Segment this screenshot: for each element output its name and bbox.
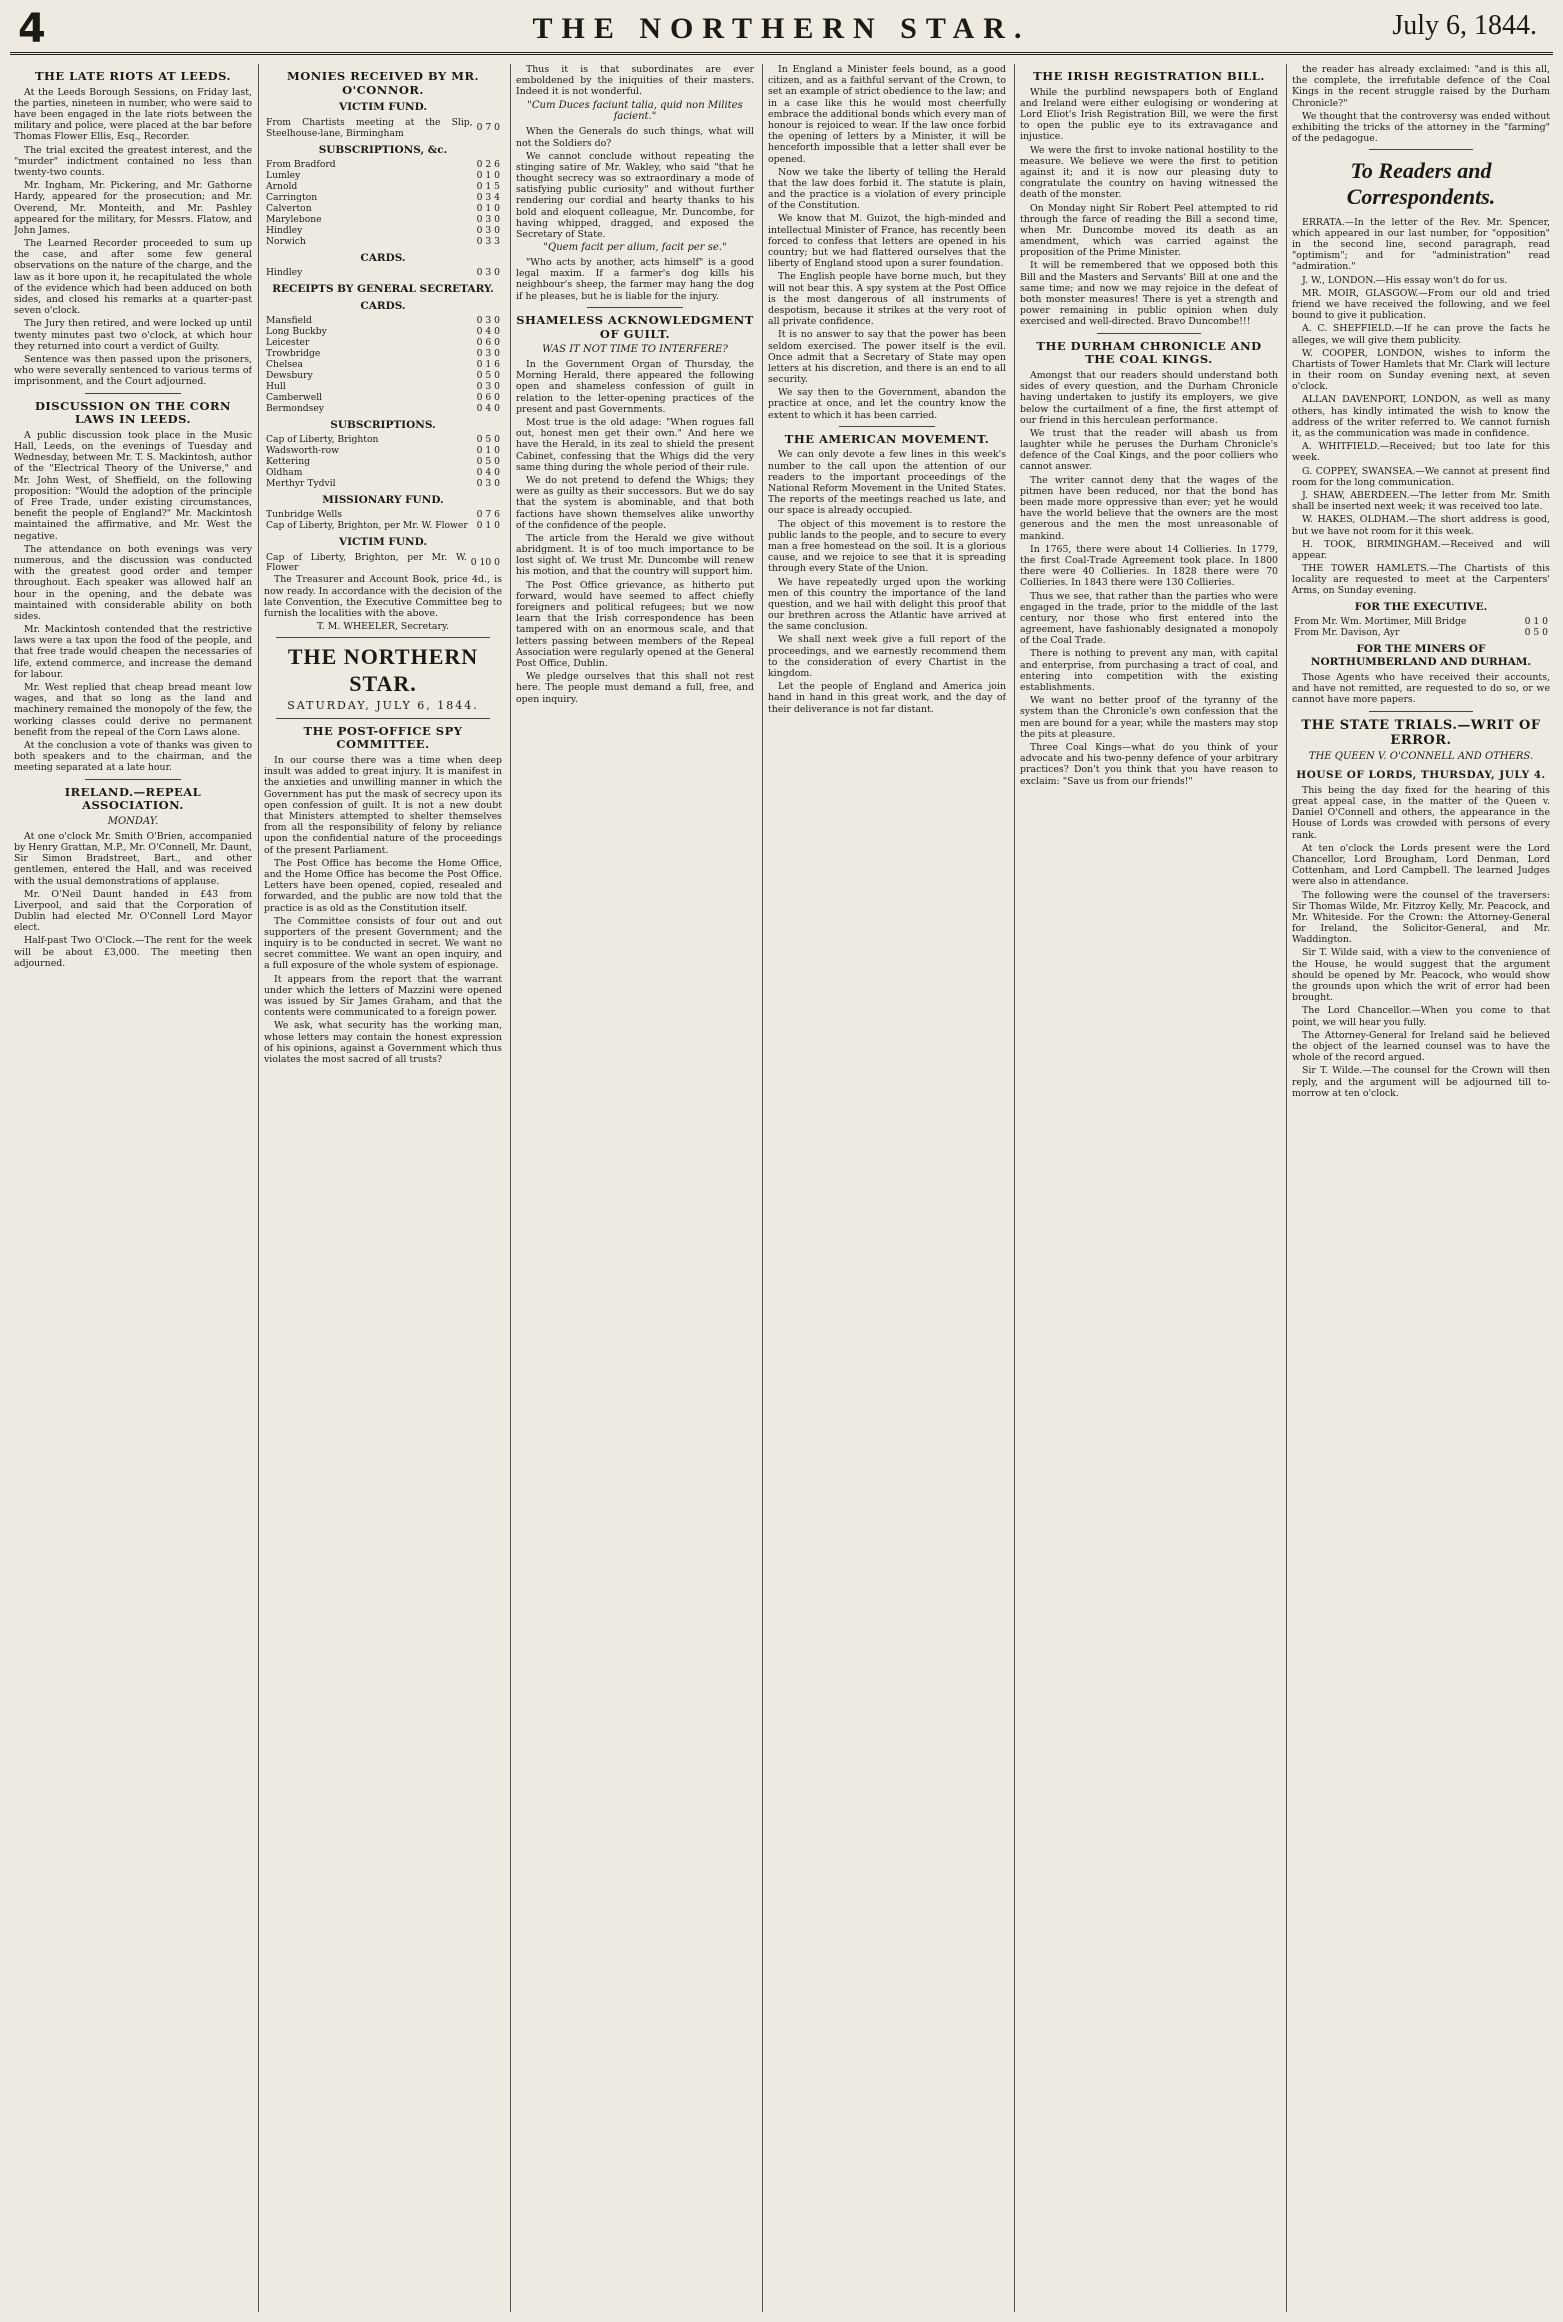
article-paragraph: The article from the Herald we give without abridgment. It is of too much importance to be lost sight of. We trust Mr. Duncombe will renew his motion, and that the country will support him.	[516, 532, 754, 578]
money-item: Hindley	[266, 224, 303, 236]
article-paragraph: Now we take the liberty of telling the Herald that the law does forbid it. The statute is plain, and the practice is a violation of every principle of the Constitution.	[768, 166, 1006, 212]
missionary-table	[264, 510, 502, 532]
article-heading: THE POST-OFFICE SPY COMMITTEE.	[303, 723, 463, 752]
money-item: From Bradford	[266, 159, 336, 171]
article-paragraph: When the Generals do such things, what will not the Soldiers do?	[516, 126, 754, 149]
money-amount: 0 5 0	[1524, 627, 1548, 639]
money-row	[264, 237, 502, 248]
divider	[1369, 711, 1472, 712]
correspondent-note: A. WHITFIELD.—Received; but too late for this week.	[1292, 441, 1550, 464]
money-item: Tunbridge Wells	[266, 509, 343, 521]
latin-quote: "Cum Duces faciunt talia, quid non Milites facient."	[527, 99, 743, 123]
article-paragraph: Sentence was then passed upon the prisoners, who were severally sentenced to various terms of imprisonment, and the Court adjourned.	[14, 353, 252, 388]
article-paragraph: Sir T. Wilde.—The counsel for the Crown will then reply, and the argument will be adjourned till to-morrow at ten o'clock.	[1292, 1065, 1550, 1099]
money-amount: 0 7 6	[476, 509, 500, 521]
article-paragraph: Mr. West replied that cheap bread meant low wages, and that so long as the land and machinery remained the monopoly of the few, the working classes could derive no permanent benefit from the repeal of the Corn Laws alone.	[14, 682, 252, 738]
article-heading: THE STATE TRIALS.—WRIT OF ERROR.	[1301, 717, 1541, 749]
article-heading: MONIES RECEIVED BY MR. O'CONNOR.	[286, 69, 480, 97]
article-paragraph: In 1765, there were about 14 Collieries. In 1779, the first Coal-Trade Agreement took place. In 1800 there were 40 Collieries. In 1828 there were 70 Collieries. In 1843 there were 130 Collieries.	[1020, 543, 1278, 589]
fund-heading: VICTIM FUND.	[338, 101, 427, 114]
money-amount: 0 3 0	[476, 347, 500, 359]
article-paragraph: Three Coal Kings—what do you think of your advocate and his two-penny defence of your arbitrary practices? Don't you think that you have reason to exclaim: "Save us from our friends!"	[1020, 741, 1278, 787]
fund-heading: VICTIM FUND.	[338, 536, 427, 549]
column-rule	[510, 64, 511, 2312]
money-item: Long Buckby	[266, 326, 327, 338]
latin-quote: "Quem facit per alium, facit per se."	[543, 242, 727, 254]
divider	[85, 779, 180, 780]
divider	[839, 426, 934, 427]
article-paragraph: Most true is the old adage: "When rogues fall out, honest men get their own." And here we have the Herald, in its zeal to shield the present Cabinet, confessing that the Whigs did the very same thing during the whole period of their rule.	[516, 417, 754, 473]
article-paragraph: This being the day fixed for the hearing of this great appeal case, in the matter of the Queen v. Daniel O'Connell and others, the appearance in the House of Lords was crowded with persons of every rank.	[1292, 784, 1550, 841]
money-item: Cap of Liberty, Brighton, per Mr. W. Flower	[266, 551, 467, 574]
money-item: Dewsbury	[266, 369, 313, 381]
money-row	[1292, 628, 1550, 639]
money-item: Carrington	[266, 192, 318, 203]
correspondent-note: W. HAKES, OLDHAM.—The short address is good, but we have not room for it this week.	[1292, 514, 1550, 537]
article-heading: DISCUSSION ON THE CORN LAWS IN LEEDS.	[34, 398, 232, 427]
notice-paragraph: The Treasurer and Account Book, price 4d., is now ready. In accordance with the decision of the late Convention, the Executive Committee beg to furnish the localities with the above.	[264, 574, 502, 619]
money-amount: 0 3 0	[476, 224, 500, 236]
article-paragraph: the reader has already exclaimed: "and is this all, the complete, the irrefutable defence of the Coal Kings in the recent struggle raised by the Durham Chronicle?"	[1292, 64, 1550, 109]
article-paragraph: We know that M. Guizot, the high-minded and intellectual Minister of France, has recently been forced to confess that letters are opened in his country; but we had flattered ourselves that the liberty of England stood upon a surer foundation.	[768, 213, 1006, 270]
money-row	[264, 404, 502, 415]
correspondent-note: W. COOPER, LONDON, wishes to inform the Chartists of Tower Hamlets that Mr. Clark will lecture in their room on Sunday evening next, at seven o'clock.	[1292, 347, 1550, 393]
money-item: Merthyr Tydvil	[266, 477, 336, 489]
article-paragraph: The following were the counsel of the traversers: Sir Thomas Wilde, Mr. Fitzroy Kelly, Mr. Peacock, and Mr. Whiteside. For the Crown: the Attorney-General for Ireland, the Solicitor-General, and Mr. Waddington.	[1292, 889, 1550, 946]
money-amount: 0 1 0	[1524, 616, 1548, 628]
article-paragraph: "Who acts by another, acts himself" is a good legal maxim. If a farmer's dog kills his neighbour's sheep, the farmer may hang the dog if he pleases, but he is liable for the injury.	[516, 257, 754, 302]
money-row	[264, 479, 502, 490]
article-paragraph: Thus we see, that rather than the parties who were engaged in the trade, prior to the middle of the last century, nor those who first entered into the agreement, have fashionably designated a monopoly of the Coal Trade.	[1020, 590, 1278, 647]
article-paragraph: At the conclusion a vote of thanks was given to both speakers and to the chairman, and the meeting separated at a late hour.	[14, 739, 252, 774]
article-paragraph: We were the first to invoke national hostility to the measure. We believe we were the first to petition against it; and it is now our pleasing duty to congratulate the country on having witnessed the death of the monster.	[1020, 144, 1278, 201]
article-subheading: THE QUEEN V. O'CONNELL AND OTHERS.	[1308, 751, 1534, 763]
secretary-signature: T. M. WHEELER, Secretary.	[316, 621, 450, 633]
column-1	[14, 64, 252, 2314]
fund-heading: FOR THE EXECUTIVE.	[1354, 600, 1488, 613]
article-paragraph: On Monday night Sir Robert Peel attempted to rid through the farce of reading the Bill a second time, when Mr. Duncombe moved its death as an amendment, which was carried against the proposition of the Prime Minister.	[1020, 202, 1278, 259]
article-paragraph: We ask, what security has the working man, whose letters may contain the honest expression of his opinions, against a Government which thus violates the most sacred of all trusts?	[264, 1020, 502, 1065]
article-paragraph: The attendance on both evenings was very numerous, and the discussion was conducted with the greatest good order and temper throughout. Each speaker was allowed half an hour in the opening, and the debate was maintained with considerable ability on both sides.	[14, 543, 252, 622]
money-item: Cap of Liberty, Brighton	[266, 434, 379, 445]
money-row	[264, 521, 502, 532]
article-paragraph: Mr. Mackintosh contended that the restrictive laws were a tax upon the food of the people, and that free trade would cheapen the necessaries of life, extend commerce, and increase the demand for labour.	[14, 624, 252, 680]
money-amount: 0 3 3	[476, 235, 500, 247]
money-amount: 0 5 0	[476, 434, 500, 445]
money-item: Mansfield	[266, 315, 312, 327]
article-paragraph: The object of this movement is to restore the public lands to the people, and to secure to every man a free homestead on the soil. It is a glorious cause, and we rejoice to see that it is spreading through every State of the Union.	[768, 518, 1006, 575]
column-rule	[1014, 64, 1015, 2312]
money-amount: 0 1 0	[476, 444, 500, 456]
correspondent-note: MR. MOIR, GLASGOW.—From our old and tried friend we have received the following, and we feel bound to give it publication.	[1292, 287, 1550, 322]
money-amount: 0 1 0	[476, 202, 500, 214]
article-paragraph: We pledge ourselves that this shall not rest here. The people must demand a full, free, and open inquiry.	[516, 671, 754, 705]
correspondents-heading: To Readers and Correspondents.	[1346, 158, 1496, 210]
editorial-nameplate: THE NORTHERN STAR.	[287, 644, 479, 696]
article-paragraph: We can only devote a few lines in this week's number to the call upon the attention of our readers to the important proceedings of the National Reform Movement in the United States. The reports of the meetings reached us late, and our space is already occupied.	[768, 449, 1006, 517]
money-amount: 0 5 0	[476, 455, 500, 467]
correspondent-note: ERRATA.—In the letter of the Rev. Mr. Spencer, which appeared in our last number, for "opposition" in the second line, second paragraph, read "optimism"; and for "administration" read "admiration."	[1292, 216, 1550, 273]
money-row	[264, 268, 502, 279]
editorial-date: SATURDAY, JULY 6, 1844.	[287, 698, 479, 712]
article-paragraph: We thought that the controversy was ended without exhibiting the tricks of the attorney in the "farming" of the pedagogue.	[1292, 110, 1550, 145]
column-rule	[762, 64, 763, 2312]
article-paragraph: The Jury then retired, and were locked up until twenty minutes past two o'clock, at which hour they returned into court a verdict of Guilty.	[14, 318, 252, 352]
money-amount: 0 4 0	[476, 402, 500, 414]
article-paragraph: The Attorney-General for Ireland said he believed the object of the learned counsel was to have the whole of the record argued.	[1292, 1029, 1550, 1064]
money-amount: 0 6 0	[476, 391, 500, 403]
article-paragraph: Mr. Ingham, Mr. Pickering, and Mr. Gathorne Hardy, appeared for the prosecution; and Mr. Overend, Mr. Monteith, and Mr. Pashley appeared for the military, for Messrs. Flatow, and John James.	[14, 180, 252, 236]
divider	[1369, 149, 1472, 150]
money-row	[264, 171, 502, 182]
fund-heading: SUBSCRIPTIONS, &c.	[318, 143, 448, 156]
column-rule	[258, 64, 259, 2312]
fund-heading: FOR THE MINERS OF NORTHUMBERLAND AND DURHAM.	[1310, 643, 1532, 668]
article-subheading: WAS IT NOT TIME TO INTERFERE?	[542, 344, 728, 356]
correspondent-note: J. W., LONDON.—His essay won't do for us.	[1302, 274, 1508, 286]
article-paragraph: We cannot conclude without repeating the stinging satire of Mr. Wakley, who said "that he thought secrecy was so extraordinary a mode of satisfying public curiosity" and without further rendering our cordial and hearty thanks to his bold and eloquent colleague, Mr. Duncombe, for having whipped, dragged, and exposed the Secretary of State.	[516, 150, 754, 241]
money-item: Leicester	[266, 336, 310, 348]
article-paragraph: Thus it is that subordinates are ever emboldened by the iniquities of their masters. Indeed it is not wonderful.	[516, 64, 754, 98]
article-paragraph: In the Government Organ of Thursday, the Morning Herald, there appeared the following open and shameless confession of guilt in relation to the letter-opening practices of the present and past Governments.	[516, 359, 754, 415]
article-heading: THE IRISH REGISTRATION BILL.	[1033, 69, 1265, 83]
divider	[587, 307, 682, 308]
article-paragraph: The Post Office grievance, as hitherto put forward, would have seemed to affect chiefly foreigners and political refugees; but we now learn that the Irish correspondence has been tampered with on an enormous scale, and that letters passing between members of the Repeal Association were regularly opened at the General Post Office, Dublin.	[516, 579, 754, 669]
article-paragraph: Sir T. Wilde said, with a view to the convenience of the House, he would suggest that the argument should be opened by Mr. Peacock, who would show the grounds upon which the writ of error had been brought.	[1292, 947, 1550, 1004]
article-paragraph: The Committee consists of four out and out supporters of the present Government; and the inquiry is to be conducted in secret. We want no secret committee. We want an open inquiry, and a full exposure of the whole system of espionage.	[264, 915, 502, 972]
article-paragraph: We shall next week give a full report of the proceedings, and we earnestly recommend them to the consideration of every Chartist in the kingdom.	[768, 634, 1006, 680]
money-item: Wadsworth-row	[266, 444, 340, 456]
money-row	[264, 118, 502, 140]
article-paragraph: Half-past Two O'Clock.—The rent for the week will be about £3,000. The meeting then adjourned.	[14, 935, 252, 969]
page-number: 4	[18, 6, 46, 52]
column-4	[768, 64, 1006, 2314]
article-paragraph: Let the people of England and America join hand in hand in this great work, and the day of their deliverance is not far distant.	[768, 681, 1006, 715]
money-amount: 0 4 0	[476, 466, 500, 478]
money-item: Oldham	[266, 466, 303, 478]
column-2	[264, 64, 502, 2314]
article-paragraph: It will be remembered that we opposed both this Bill and the Masters and Servants' Bill at one and the same time; and now we may rejoice in the defeat of both monster measures! There is yet a strength and power remaining in public opinion when duly exercised and well-directed. Bravo Duncombe!!!	[1020, 260, 1278, 328]
money-item: From Chartists meeting at the Slip, Steelhouse-lane, Birmingham	[266, 116, 473, 139]
money-amount: 0 3 4	[476, 192, 500, 203]
money-amount: 0 7 0	[476, 122, 500, 134]
article-paragraph: The writer cannot deny that the wages of the pitmen have been reduced, nor that the bond has been made more oppressive than ever; yet he would have the world believe that the owners are the most generous and the men the most unreasonable of mankind.	[1020, 474, 1278, 542]
article-paragraph: The Learned Recorder proceeded to sum up the case, and after some few general observations on the nature of the charge, and the law as it bore upon it, he recapitulated the whole of the evidence which had been adduced on both sides, and closed his remarks at a quarter-past seven o'clock.	[14, 238, 252, 317]
money-item: From Mr. Davison, Ayr	[1294, 627, 1400, 639]
money-item: Kettering	[266, 455, 311, 467]
correspondent-note: H. TOOK, BIRMINGHAM.—Received and will appear.	[1292, 538, 1550, 561]
money-amount: 0 3 0	[476, 477, 500, 489]
masthead-title: THE NORTHERN STAR.	[532, 12, 1031, 45]
article-paragraph: Mr. O'Neil Daunt handed in £43 from Liverpool, and said that the Corporation of Dublin had elected Mr. O'Connell Lord Mayor elect.	[14, 888, 252, 934]
money-item: Bermondsey	[266, 402, 324, 414]
money-item: Cap of Liberty, Brighton, per Mr. W. Flower	[266, 520, 468, 532]
article-paragraph: The English people have borne much, but they will not bear this. A spy system at the Post Office is the most dangerous of all instruments of despotism, because it strikes at the very root of all private confidence.	[768, 271, 1006, 328]
article-subheading: HOUSE OF LORDS, THURSDAY, JULY 4.	[1296, 769, 1546, 782]
article-paragraph: It is no answer to say that the power has been seldom exercised. The power itself is the evil. Once admit that a Secretary of State may open letters at his discretion, and there is an end to all security.	[768, 329, 1006, 386]
article-paragraph: We say then to the Government, abandon the practice at once, and let the country know the extent to which it has been carried.	[768, 387, 1006, 421]
money-amount: 0 1 6	[476, 358, 500, 370]
correspondent-note: ALLAN DAVENPORT, LONDON, as well as many others, has kindly intimated the wish to know the address of the writer referred to. We cannot furnish it, as the communication was made in confidence.	[1292, 394, 1550, 440]
fund-subheading: CARDS.	[360, 299, 406, 312]
fund-heading: MISSIONARY FUND.	[322, 493, 444, 506]
money-amount: 0 1 0	[476, 520, 500, 532]
victim-fund-table	[264, 118, 502, 140]
article-paragraph: The Lord Chancellor.—When you come to that point, we will hear you fully.	[1292, 1005, 1550, 1028]
money-amount: 0 6 0	[476, 336, 500, 348]
money-row	[264, 553, 502, 575]
article-paragraph: Amongst that our readers should understand both sides of every question, and the Durham Chronicle having undertaken to justify its employers, we give below the curtailment of a fine, the first attempt of our friend in this herculean performance.	[1020, 369, 1278, 426]
article-heading: THE AMERICAN MOVEMENT.	[784, 431, 990, 446]
money-row	[264, 393, 502, 404]
money-item: Hull	[266, 380, 286, 392]
article-paragraph: We trust that the reader will abash us from laughter while he peruses the Durham Chronicle's defence of the Coal Kings, and the poor colliers who cannot answer.	[1020, 427, 1278, 473]
money-item: Trowbridge	[266, 347, 321, 359]
money-item: Marylebone	[266, 213, 322, 225]
column-rule	[1286, 64, 1287, 2312]
money-amount: 0 3 0	[476, 315, 500, 327]
money-item: Camberwell	[266, 391, 323, 403]
article-paragraph: There is nothing to prevent any man, with capital and enterprise, from purchasing a tract of coal, and entering into competition with the existing establishments.	[1020, 648, 1278, 694]
money-amount: 0 3 0	[476, 267, 500, 279]
column-3	[516, 64, 754, 2314]
article-paragraph: The trial excited the greatest interest, and the "murder" indictment contained no less than twenty-two counts.	[14, 144, 252, 178]
article-paragraph: It appears from the report that the warrant under which the letters of Mazzini were opened was issued by Sir James Graham, and that the contents were communicated to a foreign power.	[264, 973, 502, 1019]
article-paragraph: In England a Minister feels bound, as a good citizen, and as a faithful servant of the Crown, to set an example of strict obedience to the law; and in a case like this he would most cheerfully embrace the additional bonds which every man of honour is rejoiced to wear. If the law once forbid the opening of letters by a Minister, it will be henceforth impossible that a letter shall ever be opened.	[768, 64, 1006, 165]
money-item: Arnold	[266, 181, 298, 193]
money-item: Lumley	[266, 170, 301, 182]
cards-table	[264, 268, 502, 279]
money-amount: 0 4 0	[476, 326, 500, 338]
money-row	[264, 382, 502, 393]
article-heading: SHAMELESS ACKNOWLEDGMENT OF GUILT.	[516, 312, 754, 341]
article-paragraph: At one o'clock Mr. Smith O'Brien, accompanied by Henry Grattan, M.P., Mr. O'Connell, Mr. Daunt, Sir Simon Bradstreet, Bart., and other gentlemen, entered the Hall, and was received with the usual demonstrations of applause.	[14, 830, 252, 887]
article-paragraph: At ten o'clock the Lords present were the Lord Chancellor, Lord Brougham, Lord Denman, Lord Cottenham, and Lord Campbell. The learned Judges were also in attendance.	[1292, 842, 1550, 888]
money-item: Calverton	[266, 202, 312, 214]
executive-fund-table	[1292, 617, 1550, 639]
fund-heading: RECEIPTS BY GENERAL SECRETARY.	[272, 283, 494, 296]
receipts-table	[264, 316, 502, 414]
article-subheading: MONDAY.	[107, 815, 159, 827]
money-amount: 0 3 0	[476, 213, 500, 225]
article-heading: THE LATE RIOTS AT LEEDS.	[34, 69, 232, 83]
article-paragraph: In our course there was a time when deep insult was added to great injury. It is manifest in the anxieties and unwilling manner in which the Government has put the mask of secrecy upon its open confession of guilt. It is not a new doubt that Ministers attempted to shelter themselves from all the responsibility of felony by reliance upon the confidential nature of the proceedings of the present Parliament.	[264, 755, 502, 856]
article-paragraph: We want no better proof of the tyranny of the system than the Chronicle's own confession that the men are bound for a year, while the masters may stop the pits at pleasure.	[1020, 695, 1278, 740]
correspondent-note: THE TOWER HAMLETS.—The Chartists of this locality are requested to meet at the Carpenters' Arms, on Sunday evening.	[1292, 563, 1550, 597]
header-rule	[10, 52, 1553, 55]
money-row	[264, 371, 502, 382]
page-header	[0, 0, 1563, 56]
column-5	[1020, 64, 1278, 2314]
money-amount: 0 5 0	[476, 369, 500, 381]
notice-paragraph: Those Agents who have received their accounts, and have not remitted, are requested to do so, or we cannot have more papers.	[1292, 671, 1550, 706]
divider	[276, 637, 490, 638]
subscriptions-table	[264, 160, 502, 248]
fund-heading: SUBSCRIPTIONS.	[330, 418, 436, 431]
article-paragraph: We do not pretend to defend the Whigs; they were as guilty as their successors. But we do say that the system is abominable, and that both factions have shown themselves alike unworthy of the confidence of the people.	[516, 474, 754, 531]
article-heading: THE DURHAM CHRONICLE AND THE COAL KINGS.	[1036, 338, 1262, 367]
column-6	[1292, 64, 1550, 2314]
article-paragraph: At the Leeds Borough Sessions, on Friday last, the parties, nineteen in number, who were said to have been engaged in the late riots between the military and police, were placed at the bar before Thomas Flower Ellis, Esq., Recorder.	[14, 86, 252, 143]
money-amount: 0 1 5	[476, 181, 500, 193]
money-amount: 0 3 0	[476, 380, 500, 392]
money-item: Chelsea	[266, 358, 303, 370]
money-item: Hindley	[266, 267, 303, 279]
divider	[85, 393, 180, 394]
correspondent-note: G. COPPEY, SWANSEA.—We cannot at present find room for the long communication.	[1292, 465, 1550, 488]
article-paragraph: A public discussion took place in the Music Hall, Leeds, on the evenings of Tuesday and Wednesday, between Mr. T. S. Mackintosh, author of the "Electrical Theory of the Universe," and Mr. John West, of Sheffield, on the following proposition: "Would the adoption of the principle of Free Trade, under existing circumstances, benefit the people of England?" Mr. Mackintosh maintained the affirmative, and Mr. West the negative.	[14, 429, 252, 542]
money-item: From Mr. Wm. Mortimer, Mill Bridge	[1294, 616, 1467, 628]
divider	[1097, 333, 1200, 334]
header-date: July 6, 1844.	[1392, 10, 1537, 41]
fund-heading: CARDS.	[360, 251, 406, 264]
receipt-subscriptions-table	[264, 435, 502, 490]
article-paragraph: The Post Office has become the Home Office, and the Home Office has become the Post Office. Letters have been opened, copied, resealed and forwarded, and the public are now told that the practice is as old as the Constitution itself.	[264, 857, 502, 914]
money-amount: 0 10 0	[470, 557, 500, 568]
victim-fund-2-table	[264, 553, 502, 575]
money-item: Norwich	[266, 235, 306, 247]
article-heading: IRELAND.—REPEAL ASSOCIATION.	[64, 784, 202, 813]
money-amount: 0 2 6	[476, 159, 500, 171]
money-amount: 0 1 0	[476, 170, 500, 182]
article-paragraph: While the purblind newspapers both of England and Ireland were either eulogising or wondering at Lord Eliot's Irish Registration Bill, we were the first to open the public eye to its extravagance and injustice.	[1020, 86, 1278, 143]
divider	[276, 718, 490, 719]
correspondent-note: A. C. SHEFFIELD.—If he can prove the facts he alleges, we will give them publicity.	[1292, 323, 1550, 346]
article-paragraph: We have repeatedly urged upon the working men of this country the importance of the land question, and we hail with delight this proof that our brethren across the Atlantic have arrived at the same conclusion.	[768, 576, 1006, 633]
correspondent-note: J. SHAW, ABERDEEN.—The letter from Mr. Smith shall be inserted next week; it was received too late.	[1292, 489, 1550, 513]
